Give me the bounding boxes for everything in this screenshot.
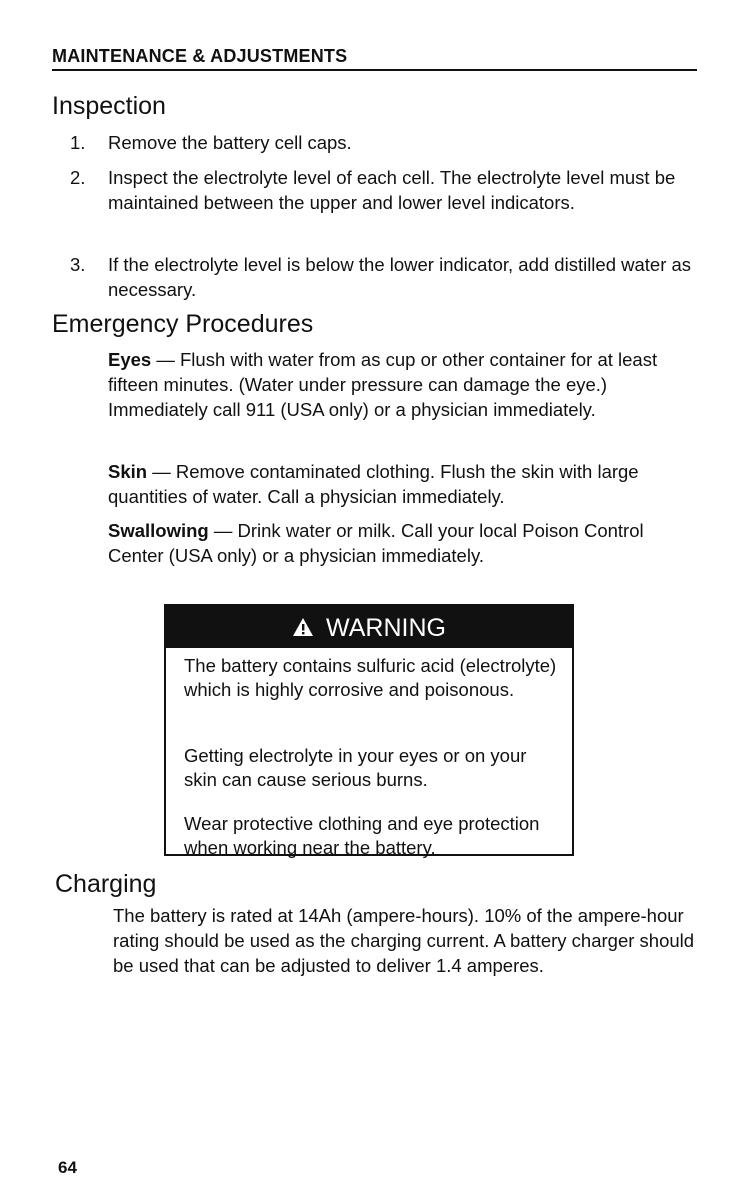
swallowing-text: — Drink water or milk. Call your local Poison Control Center (USA only) or a physician immediately. <box>108 520 644 566</box>
charging-paragraph: The battery is rated at 14Ah (ampere-hours). 10% of the ampere-hour rating should be used as the charging current. A battery charger should be used that can be adjusted to deliver 1.4 amperes. <box>113 905 695 976</box>
step-number: 3. <box>70 254 86 275</box>
step-text: Remove the battery cell caps. <box>108 132 352 153</box>
skin-label: Skin <box>108 461 148 482</box>
eyes-text: — Flush with water from as cup or other container for at least fifteen minutes. (Water under pressure can damage the eye.) Immediately call 911 (USA only) or a physician immediately. <box>108 349 658 420</box>
warning-banner <box>166 606 572 648</box>
warning-text-1: The battery contains sulfuric acid (electrolyte) which is highly corrosive and poisonous. <box>184 655 557 700</box>
skin-text: — Remove contaminated clothing. Flush the skin with large quantities of water. Call a physician immediately. <box>108 461 639 507</box>
swallowing-paragraph <box>108 518 698 568</box>
step-text: Inspect the electrolyte level of each cell. The electrolyte level must be maintained between the upper and lower level indicators. <box>108 167 676 213</box>
warning-title: WARNING <box>326 614 446 642</box>
warning-text-3: Wear protective clothing and eye protection when working near the battery. <box>184 813 540 858</box>
step-number: 1. <box>70 132 86 153</box>
page-number: 64 <box>58 1158 77 1177</box>
eyes-label: Eyes <box>108 349 152 370</box>
swallowing-label: Swallowing <box>108 520 209 541</box>
section-header: MAINTENANCE & ADJUSTMENTS <box>52 46 697 71</box>
eyes-paragraph <box>108 347 698 422</box>
charging-heading: Charging <box>55 870 157 898</box>
emergency-heading: Emergency Procedures <box>52 310 314 338</box>
step-text: If the electrolyte level is below the lower indicator, add distilled water as necessary. <box>108 254 692 300</box>
inspection-heading: Inspection <box>52 92 166 120</box>
skin-paragraph <box>108 459 698 509</box>
warning-triangle-icon <box>292 607 314 651</box>
step-number: 2. <box>70 167 86 188</box>
warning-text-2: Getting electrolyte in your eyes or on your skin can cause serious burns. <box>184 745 527 790</box>
warning-box <box>164 604 574 856</box>
